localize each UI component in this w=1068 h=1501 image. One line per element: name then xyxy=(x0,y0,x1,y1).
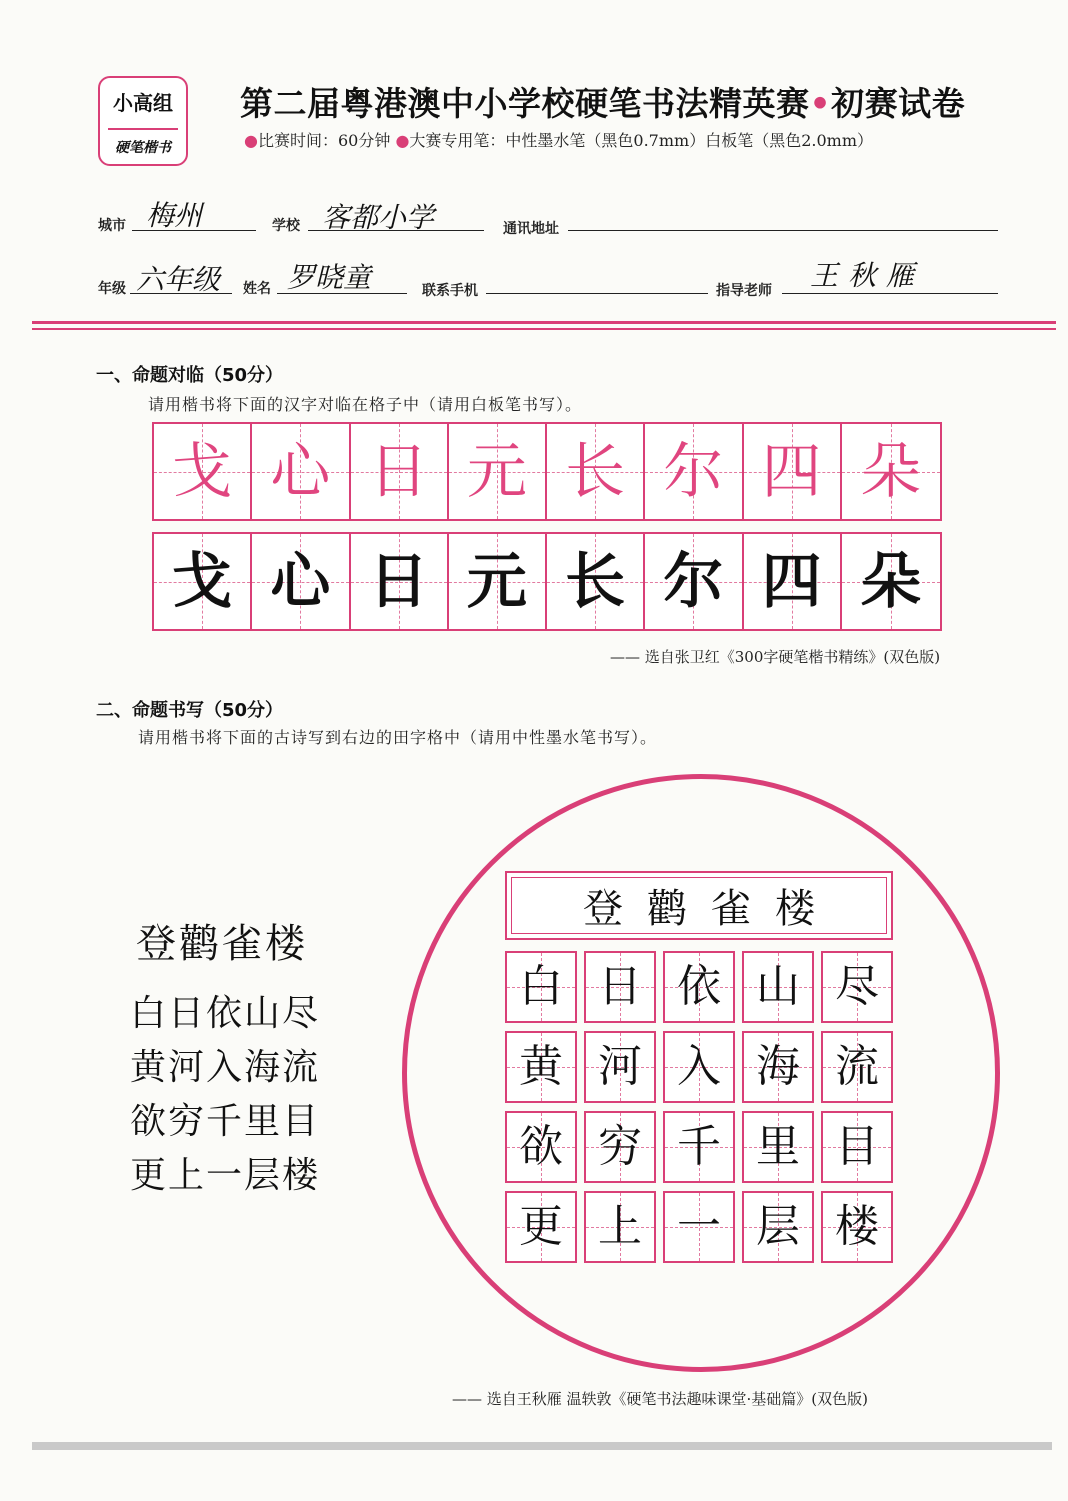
written-char: 尔 xyxy=(663,546,724,617)
teacher-field[interactable] xyxy=(782,260,998,294)
written-poem-char: 流 xyxy=(835,1041,879,1092)
written-poem-char: 层 xyxy=(756,1201,800,1252)
written-poem-char: 河 xyxy=(598,1041,642,1092)
grid-cell[interactable] xyxy=(505,1111,577,1183)
written-poem-char: 一 xyxy=(677,1201,721,1252)
footer-bar xyxy=(32,1442,1052,1450)
city-field[interactable] xyxy=(132,198,256,231)
grid-cell[interactable] xyxy=(663,1031,735,1103)
written-char-cell[interactable] xyxy=(449,534,547,629)
header-divider xyxy=(32,321,1056,324)
bullet-icon: ● xyxy=(244,131,258,150)
poem-source-title: 登鹳雀楼 xyxy=(136,921,308,967)
written-char-cell[interactable] xyxy=(351,534,449,629)
poem-source-line: 黄河入海流 xyxy=(130,1047,321,1088)
model-char-cell xyxy=(449,424,547,519)
model-char: 长 xyxy=(565,436,626,507)
model-char-cell xyxy=(351,424,449,519)
poem-source xyxy=(130,912,380,1203)
city-label: 城市 xyxy=(98,218,126,234)
written-char-cell[interactable] xyxy=(744,534,842,629)
grid-cell[interactable] xyxy=(505,951,577,1023)
written-char-cell[interactable] xyxy=(547,534,645,629)
model-char-cell xyxy=(252,424,350,519)
grid-cell[interactable] xyxy=(584,951,656,1023)
written-poem-char: 日 xyxy=(598,961,642,1012)
address-label: 通讯地址 xyxy=(503,221,559,237)
teacher-label: 指导老师 xyxy=(716,283,772,299)
written-char-cell[interactable] xyxy=(154,534,252,629)
model-char-cell xyxy=(744,424,842,519)
poem-source-line: 白日依山尽 xyxy=(130,993,321,1034)
written-poem-char: 欲 xyxy=(519,1121,563,1172)
written-poem-char: 海 xyxy=(756,1041,800,1092)
address-field[interactable] xyxy=(568,198,998,231)
written-poem-char: 千 xyxy=(677,1121,721,1172)
section1-instructions: 请用楷书将下面的汉字对临在格子中（请用白板笔书写）。 xyxy=(148,395,583,414)
model-char: 戈 xyxy=(172,436,233,507)
written-char: 日 xyxy=(368,546,429,617)
exam-pen: 大赛专用笔：中性墨水笔（黑色0.7mm）白板笔（黑色2.0mm） xyxy=(409,131,873,150)
section1-source: —— 选自张卫红《300字硬笔楷书精练》(双色版) xyxy=(610,648,941,666)
model-char-row xyxy=(152,422,942,521)
model-char: 元 xyxy=(466,436,527,507)
category-badge xyxy=(98,76,188,166)
model-char: 日 xyxy=(368,436,429,507)
grade-field[interactable] xyxy=(130,260,232,294)
written-poem-char: 穷 xyxy=(598,1121,642,1172)
city-value: 梅州 xyxy=(146,199,203,232)
poem-source-line: 更上一层楼 xyxy=(130,1155,321,1196)
model-char-cell xyxy=(645,424,743,519)
written-poem-char: 楼 xyxy=(835,1201,879,1252)
grid-cell[interactable] xyxy=(505,1031,577,1103)
grid-cell[interactable] xyxy=(663,1191,735,1263)
section2-instructions: 请用楷书将下面的古诗写到右边的田字格中（请用中性墨水笔书写）。 xyxy=(138,728,658,747)
section2-source: —— 选自王秋雁 温轶敦《硬笔书法趣味课堂·基础篇》(双色版) xyxy=(452,1390,869,1408)
school-field[interactable] xyxy=(308,198,484,234)
written-poem-char: 目 xyxy=(835,1121,879,1172)
grid-cell[interactable] xyxy=(663,1111,735,1183)
header-divider-thin xyxy=(32,328,1056,330)
exam-rules xyxy=(244,128,873,151)
exam-time: 比赛时间：60分钟 xyxy=(257,131,391,150)
written-char-cell[interactable] xyxy=(842,534,940,629)
grid-cell[interactable] xyxy=(584,1191,656,1263)
name-field[interactable] xyxy=(277,260,407,294)
title-dot: • xyxy=(809,84,832,123)
grade-value: 六年级 xyxy=(136,263,221,296)
poem-title-box[interactable] xyxy=(505,871,893,940)
written-poem-char: 黄 xyxy=(519,1041,563,1092)
grid-cell[interactable] xyxy=(742,1191,814,1263)
phone-label: 联系手机 xyxy=(422,283,478,299)
model-char: 心 xyxy=(270,436,331,507)
poem-source-line: 欲穷千里目 xyxy=(130,1101,321,1142)
exam-title xyxy=(240,78,965,125)
written-char: 长 xyxy=(565,546,626,617)
written-poem-title: 登鹳雀楼 xyxy=(583,886,839,932)
name-label: 姓名 xyxy=(243,281,271,297)
section2-title: 二、命题书写（50分） xyxy=(96,700,284,721)
section1-title: 一、命题对临（50分） xyxy=(96,365,284,386)
grade-label: 年级 xyxy=(98,281,126,297)
badge-style-label: 硬笔楷书 xyxy=(115,140,171,156)
badge-group-label: 小高组 xyxy=(113,91,173,115)
school-value: 客都小学 xyxy=(322,201,435,234)
written-poem-char: 山 xyxy=(756,961,800,1012)
grid-cell[interactable] xyxy=(584,1031,656,1103)
written-char: 心 xyxy=(270,546,331,617)
written-char: 四 xyxy=(761,546,822,617)
grid-cell[interactable] xyxy=(505,1191,577,1263)
exam-title-main: 第二届粤港澳中小学校硬笔书法精英赛 xyxy=(240,84,810,123)
grid-cell[interactable] xyxy=(584,1111,656,1183)
grid-cell[interactable] xyxy=(821,951,893,1023)
written-poem-char: 白 xyxy=(519,961,563,1012)
model-char-cell xyxy=(842,424,940,519)
grid-cell[interactable] xyxy=(663,951,735,1023)
written-poem-char: 里 xyxy=(756,1121,800,1172)
model-char-cell xyxy=(547,424,645,519)
written-poem-char: 入 xyxy=(677,1041,721,1092)
written-char-row[interactable] xyxy=(152,532,942,631)
written-char: 朵 xyxy=(860,546,921,617)
written-char: 元 xyxy=(466,546,527,617)
written-char-cell[interactable] xyxy=(645,534,743,629)
grid-cell[interactable] xyxy=(742,1031,814,1103)
written-poem-char: 更 xyxy=(519,1201,563,1252)
written-char: 戈 xyxy=(172,546,233,617)
badge-divider xyxy=(108,128,178,130)
grid-cell[interactable] xyxy=(821,1111,893,1183)
exam-title-tail: 初赛试卷 xyxy=(831,84,966,123)
name-value: 罗晓童 xyxy=(287,261,372,294)
grid-cell[interactable] xyxy=(742,951,814,1023)
model-char: 朵 xyxy=(860,436,921,507)
grid-cell[interactable] xyxy=(821,1191,893,1263)
written-poem-char: 尽 xyxy=(835,961,879,1012)
grid-cell[interactable] xyxy=(821,1031,893,1103)
phone-field[interactable] xyxy=(486,260,708,294)
model-char-cell xyxy=(154,424,252,519)
grid-cell[interactable] xyxy=(742,1111,814,1183)
model-char: 尔 xyxy=(663,436,724,507)
school-label: 学校 xyxy=(272,218,300,234)
written-poem-char: 上 xyxy=(598,1201,642,1252)
model-char: 四 xyxy=(761,436,822,507)
written-char-cell[interactable] xyxy=(252,534,350,629)
written-poem-char: 依 xyxy=(677,961,721,1012)
bullet-icon: ● xyxy=(395,131,410,150)
teacher-value: 王秋雁 xyxy=(810,259,925,292)
